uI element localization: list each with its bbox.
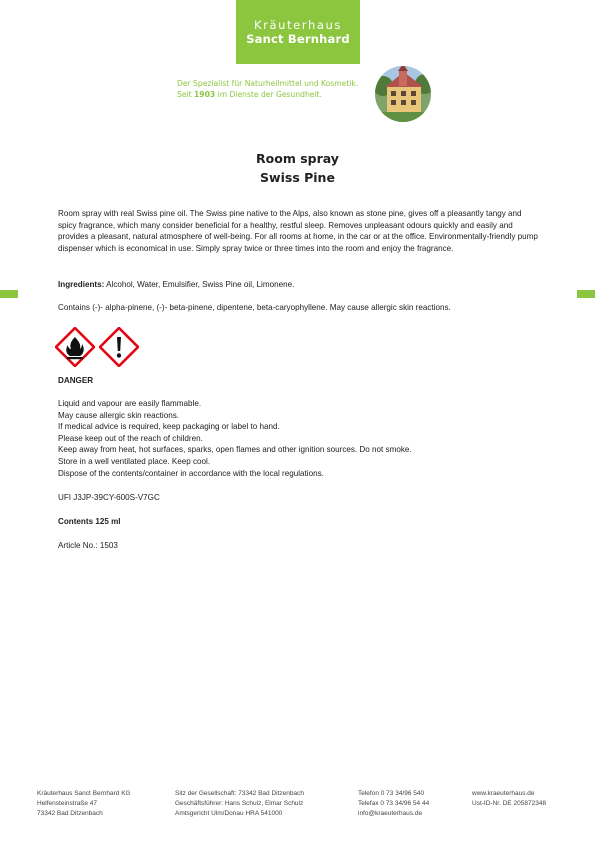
- slogan-line1: Der Spezialist für Naturheilmittel und Kosmetik.: [177, 79, 359, 88]
- building-photo: [375, 66, 431, 122]
- brand-logo: [236, 0, 360, 64]
- slogan-suffix: im Dienste der Gesundheit.: [217, 90, 322, 99]
- slogan-line2: [177, 89, 377, 100]
- footer-fax: Telefax 0 73 34/96 54 44: [358, 800, 430, 807]
- footer-line: Kräuterhaus Sanct Bernhard KG: [37, 790, 131, 797]
- hazard-statements: [58, 398, 538, 479]
- footer-vat-id: Ust-ID-Nr. DE 205872348: [472, 800, 547, 807]
- slogan-year: 1903: [194, 90, 216, 99]
- footer-phone: Telefon 0 73 34/96 540: [358, 790, 425, 797]
- fold-mark-left: [0, 290, 18, 298]
- fold-mark-right: [577, 290, 595, 298]
- footer-legal: [175, 789, 304, 819]
- article-number: Article No.: 1503: [58, 541, 118, 550]
- product-title-line1: Room spray: [256, 151, 339, 166]
- product-description: Room spray with real Swiss pine oil. The Swiss pine native to the Alps, also known as stone pine, gives off a pleasantly tangy and spicy fragrance, which many consider beneficial for a healthy, restful sleep. Removes unpleasant odours quickly and easily and provides a pleasant, natural atmosphere of well-being. For all rooms at home, in the car or at the office. Environmentally-friendly pump dispenser which is economical in use. Simply spray twice or three times into the room and enjoy the fragrance.: [58, 209, 538, 253]
- ingredients-label: Ingredients:: [58, 280, 105, 289]
- contents-volume: Contents 125 ml: [58, 517, 121, 526]
- contains-statement: Contains (-)- alpha-pinene, (-)- beta-pinene, dipentene, beta-caryophyllene. May cause allergic skin reactions.: [58, 303, 451, 312]
- ingredients: [58, 279, 538, 291]
- brand-name-line1: Kräuterhaus: [254, 18, 342, 32]
- ingredients-value: Alcohol, Water, Emulsifier, Swiss Pine oil, Limonene.: [106, 280, 295, 289]
- signal-word: DANGER: [58, 376, 94, 385]
- footer-line: Amtsgericht Ulm/Donau HRA 541000: [175, 810, 283, 817]
- hazard-statement: If medical advice is required, keep packaging or label to hand.: [58, 422, 280, 432]
- footer-line: 73342 Bad Ditzenbach: [37, 810, 103, 817]
- slogan-prefix: Seit: [177, 90, 192, 99]
- brand-slogan: [177, 78, 377, 100]
- ufi-code: UFI J3JP-39CY-600S-V7GC: [58, 493, 160, 502]
- hazard-statement: Dispose of the contents/container in accordance with the local regulations.: [58, 468, 324, 478]
- footer-company: [37, 789, 131, 819]
- exclamation-pictogram-icon: [99, 327, 139, 367]
- footer-contact: [358, 789, 429, 819]
- flame-pictogram-icon: [55, 327, 95, 367]
- hazard-statement: May cause allergic skin reactions.: [58, 410, 180, 420]
- footer-web: [472, 789, 546, 809]
- brand-name-line2: Sanct Bernhard: [246, 32, 350, 46]
- hazard-statement: Please keep out of the reach of children.: [58, 433, 203, 443]
- footer-email: info@kraeuterhaus.de: [358, 810, 423, 817]
- hazard-statement: Liquid and vapour are easily flammable.: [58, 399, 202, 408]
- footer-line: Sitz der Gesellschaft: 73342 Bad Ditzenbach: [175, 790, 304, 797]
- footer-line: Geschäftsführer: Hans Schulz, Elmar Schulz: [175, 800, 304, 807]
- product-title-line2: Swiss Pine: [260, 170, 335, 185]
- hazard-statement: Keep away from heat, hot surfaces, sparks, open flames and other ignition sources. Do not smoke.: [58, 445, 412, 455]
- hazard-statement: Store in a well ventilated place. Keep cool.: [58, 456, 211, 466]
- footer-website: www.kraeuterhaus.de: [472, 790, 535, 797]
- footer-line: Helfensteinstraße 47: [37, 800, 97, 807]
